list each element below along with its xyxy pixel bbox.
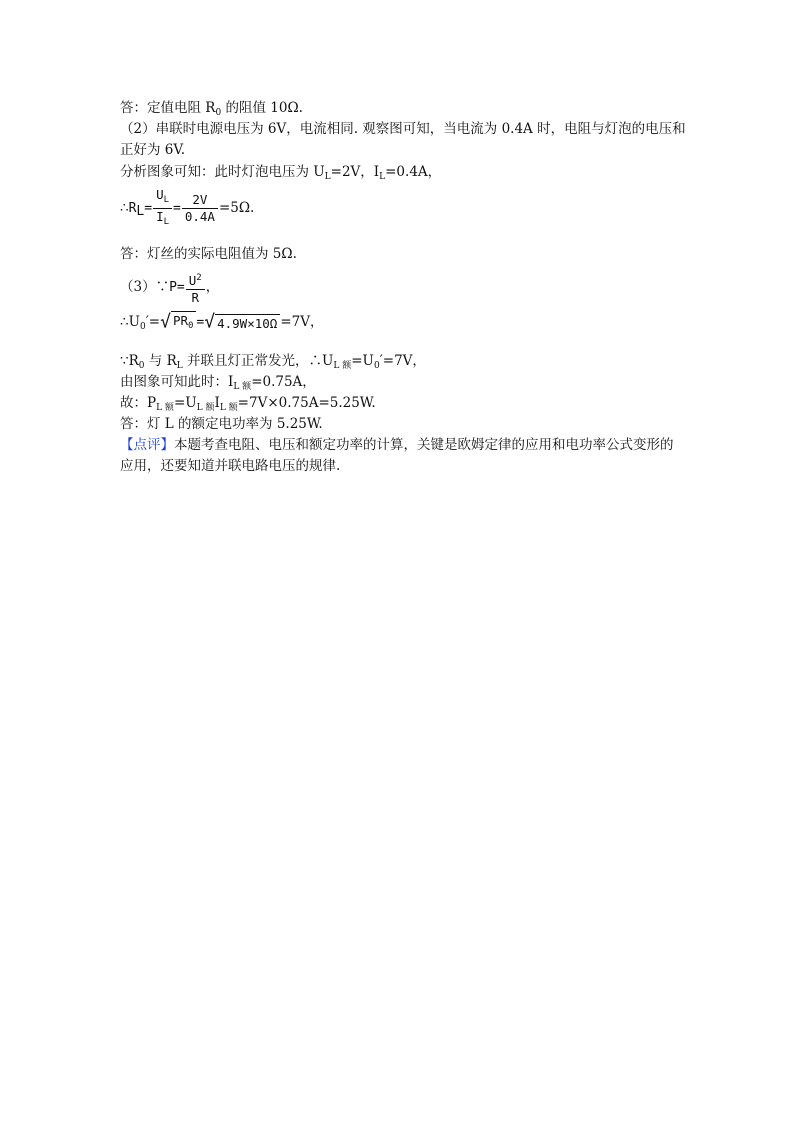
graph-current-line: 由图象可知此时：$I_{L 额}=0.75A$， bbox=[120, 374, 316, 392]
answer-filament-line: 答：灯丝的实际电阻值为 5Ω. bbox=[120, 246, 297, 262]
sqrt-values: √ 4.9W×10Ω bbox=[204, 310, 280, 335]
part2-line2: 正好为 6V. bbox=[120, 142, 186, 158]
sqrt-pr0: √ $PR_0$ bbox=[160, 310, 196, 335]
comment-line2: 应用，还要知道并联电路电压的规律. bbox=[120, 458, 341, 474]
fraction-u2-r: $\frac{U^2}{R}$ bbox=[186, 270, 205, 306]
comment-tag: 【点评】 bbox=[120, 437, 174, 453]
power-calc-line: 故：$P_{L 额}=U_{L 额}I_{L 额}=7V\times 0.75A=5.25W$. bbox=[120, 395, 376, 413]
formula-voltage: $\therefore U_0'=√$ $PR_0$ =√ 4.9W×10Ω =7V， bbox=[120, 311, 324, 333]
formula-power: （3）∵P= $\frac{U^2}{R}$ ， bbox=[120, 268, 219, 307]
formula-resistance: $\therefore R_L=$ $\frac{U_L}{I_L}$ = $\frac{2V}{0.4A}$ =5Ω. bbox=[120, 187, 254, 231]
answer-power-line: 答：灯 L 的额定电功率为 5.25W. bbox=[120, 416, 323, 432]
answer-r0-line: 答：定值电阻 $R_0$ 的阻值 10Ω. bbox=[120, 100, 303, 118]
fraction-ul-il: $\frac{U_L}{I_L}$ bbox=[153, 187, 172, 230]
part2-line1: （2）串联时电源电压为 6V，电流相同. 观察图可知，当电流为 0.4A 时，电阻与灯泡的电压和 bbox=[120, 121, 686, 137]
parallel-line: $\because R_0$ 与 $R_L$ 并联且灯正常发光，$\therefore U_{L 额}=U_0'=7V$， bbox=[120, 353, 426, 371]
analysis-line: 分析图象可知：此时灯泡电压为 $U_L=2V$，$I_L=0.4A$， bbox=[120, 164, 442, 182]
fraction-2v-04a: $\frac{2V}{0.4A}$ bbox=[182, 192, 218, 225]
comment-line1: 【点评】本题考查电阻、电压和额定功率的计算，关键是欧姆定律的应用和电功率公式变形的 bbox=[120, 437, 674, 453]
